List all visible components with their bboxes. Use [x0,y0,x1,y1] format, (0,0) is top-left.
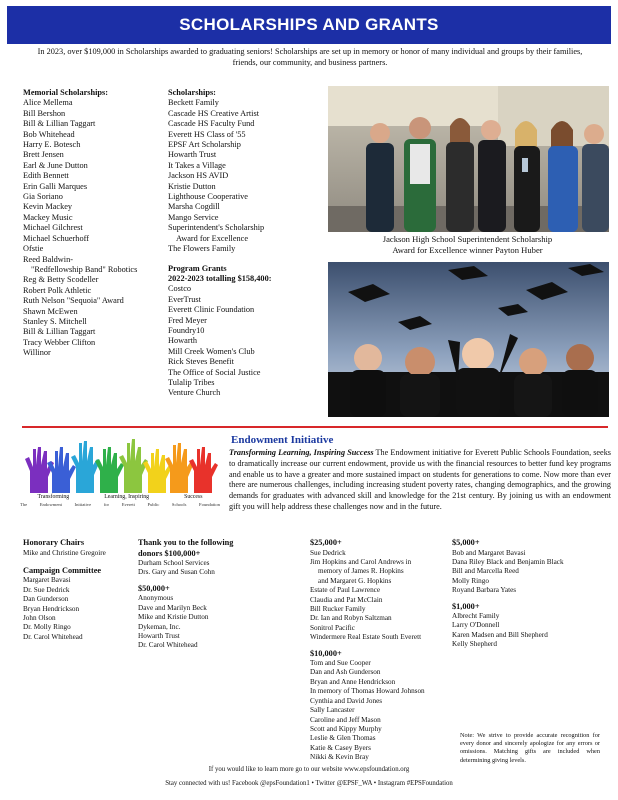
donor-item: Larry O'Donnell [452,621,500,630]
memorial-item: Erin Galli Marques [23,181,88,191]
grant-item: Tulalip Tribes [168,377,215,387]
memorial-item: Mackey Music [23,212,73,222]
donor-item: Windermere Real Estate South Everett [310,633,422,642]
committee-member: Dr. Sue Dedrick [23,585,70,594]
memorial-item: Shawn McEwen [23,306,78,316]
donor-item: Tom and Sue Cooper [310,659,371,668]
memorial-item: Ruth Nelson "Sequoia" Award [23,296,124,306]
memorial-item: Bob Whitehead [23,129,75,139]
donors-50k-heading: $50,000+ [138,583,170,593]
endowment-logo-captions [20,494,220,507]
scholarship-item: Marsha Cogdill [168,202,220,212]
endowment-body: The Endowment initiative for Everett Public Schools Foundation, seeks to dramatically increase our current endowment, provide us with the financial resources to better fund key programs and enable us to have a greater and more sustained impact on students for generations to come. Now more than ever there are numerous challenges, including increasing student poverty rates, changing demographics, and the growing demands for graduates with advanced skill and knowledge for the 21st century. By joining us with an endowment gift you will help address these challenges now and in the future. [229,448,611,511]
scholarship-item: Award for Excellence [176,233,249,243]
hands-logo-icon [20,437,220,495]
scholarships-column [168,88,328,399]
donors-5k-list [452,549,612,596]
memorial-item: Bill Bershon [23,108,66,118]
logo-subline-word: Endowment [39,502,62,507]
footer-website: If you would like to learn more go to our website www.epsfoundation.org [208,766,410,773]
donor-item: Drs. Gary and Susan Cohn [138,568,215,577]
endowment-lead: Transforming Learning, Inspiring Success [229,448,374,457]
scholarship-item: Cascade HS Faculty Fund [168,119,255,129]
donors-25k-list [310,549,455,643]
memorial-item: Gia Soriano [23,192,63,202]
logo-subline-word: Initiative [74,502,92,507]
donor-item: Estate of Paul Lawrence [310,586,381,595]
scholarship-item: It Takes a Village [168,160,226,170]
photo-caption-line2: Award for Excellence winner Payton Huber [392,245,543,255]
donor-item: Cynthia and David Jones [310,696,383,705]
grants-list [168,284,328,398]
donor-item: Nikki & Kevin Bray [310,753,369,762]
endowment-title: Endowment Initiative [231,434,334,446]
donor-item: Durham School Services [138,559,210,567]
logo-subline-word: Schools [171,502,187,507]
endowment-text [229,448,611,513]
donor-item: Dr. Ian and Robyn Saltzman [310,614,392,623]
memorial-scholarships [23,88,153,359]
memorial-item: Michael Gilchrest [23,223,83,233]
donors-50k-list [138,594,303,650]
grants-heading: Program Grants [168,263,227,273]
donors-1k-list [452,612,612,650]
grant-item: Fred Meyer [168,315,207,325]
donors-25k-heading: $25,000+ [310,538,342,547]
donors-100k-heading: Thank you to the following [138,538,234,547]
committee-member: John Olson [23,614,56,623]
donor-item: Sue Dedrick [310,548,346,557]
logo-tagline-word: Learning, Inspiring [104,494,150,500]
donors-10k-list [310,659,455,762]
donor-item: Howarth Trust [138,631,180,640]
donor-item: Anonymous [138,594,174,603]
honorary-names: Mike and Christine Gregoire [23,548,106,557]
donor-item: Claudia and Pat McClain [310,595,383,604]
memorial-list [23,98,153,358]
donor-item: Dan and Ash Gunderson [310,668,381,677]
donor-item: Leslie & Glen Thomas [310,734,376,743]
donors-100k-list [138,559,303,578]
memorial-item: Harry E. Botesch [23,140,81,150]
page-header [7,6,611,44]
scholarships-list [168,98,328,254]
graduates-photo [328,262,609,417]
memorial-item: Ofstie [23,244,44,254]
memorial-item: "Redfellowship Band" Robotics [31,264,138,274]
logo-subline-word: Public [147,502,160,507]
logo-tagline-word: Success [184,494,203,500]
scholarship-item: Lighthouse Cooperative [168,192,248,202]
scholarship-item: Cascade HS Creative Artist [168,108,260,118]
donor-item: Sonitrol Pacific [310,623,355,632]
grant-item: Rick Steves Benefit [168,357,234,367]
committee-member: Margaret Bavasi [23,576,71,585]
grant-item: Everett Clinic Foundation [168,305,255,315]
scholarships-heading: Scholarships: [168,88,216,97]
donor-item: Molly Ringo [452,576,489,585]
grant-item: The Office of Social Justice [168,367,261,377]
scholarship-item: EPSF Art Scholarship [168,140,241,150]
scholarship-item: Jackson HS AVID [168,171,229,181]
scholarship-item: Beckett Family [168,98,219,108]
donor-item: Dana Riley Black and Benjamin Black [452,557,564,566]
donor-item: Dykeman, Inc. [138,622,181,631]
grant-item: Foundry10 [168,325,205,335]
donor-note: Note: We strive to provide accurate recognition for every donor and sincerely apologize for any errors or omissions. Matching gifts are included when determining giving levels. [460,732,600,764]
donor-item: In memory of Thomas Howard Johnson [310,687,425,696]
grant-item: EverTrust [168,294,201,304]
scholarship-item: Superintendent's Scholarship [168,223,265,233]
donor-item: and Margaret G. Hopkins [318,576,392,585]
donor-item: memory of James R. Hopkins [318,567,404,576]
honorary-heading: Honorary Chairs [23,538,85,547]
logo-subline-word: Foundation [199,502,220,507]
photo-caption [330,234,605,256]
donor-item: Jim Hopkins and Carol Andrews in [310,557,412,566]
donors-100k-subheading: donors $100,000+ [138,548,201,558]
donor-item: Dave and Marilyn Beck [138,603,207,612]
donor-item: Bill Rucker Family [310,604,366,613]
scholarship-item: Everett HS Class of '55 [168,129,246,139]
donors-25k-column [310,538,455,763]
donor-item: Karen Madsen and Bill Shepherd [452,630,548,639]
memorial-item: Bill & Lillian Taggart [23,327,96,337]
memorial-item: Reg & Betty Scodeller [23,275,99,285]
donor-item: Katie & Casey Byers [310,743,371,752]
logo-subline [20,502,220,507]
scholarship-item: Mango Service [168,212,219,222]
donors-1k-heading: $1,000+ [452,601,480,611]
grant-item: Howarth [168,336,198,346]
section-divider [22,426,608,428]
memorial-item: Tracy Webber Clifton [23,337,96,347]
donors-10k-heading: $10,000+ [310,648,342,658]
donor-item: Bob and Margaret Bavasi [452,548,526,557]
grant-item: Mill Creek Women's Club [168,346,255,356]
endowment-logo [20,437,220,522]
donor-item: Royand Barbara Yates [452,586,517,595]
graduates-photo-illustration [328,262,609,417]
donor-item: Scott and Kippy Murphy [310,724,382,733]
memorial-item: Edith Bennett [23,171,69,181]
committee-heading: Campaign Committee [23,565,102,575]
donor-item: Albrecht Family [452,612,500,621]
logo-subline-word: for [103,502,110,507]
committee-member: Bryan Hendrickson [23,604,80,613]
donors-5k-heading: $5,000+ [452,538,480,547]
logo-tagline [20,494,220,500]
footer-social: Stay connected with us! Facebook @epsFoundation1 • Twitter @EPSF_WA • Instagram #EPSFoundation [165,780,453,787]
donor-item: Kelly Shepherd [452,640,497,649]
donors-100k-column [138,538,303,651]
committee-member: Dr. Carol Whitehead [23,632,83,641]
grant-item: Costco [168,284,192,294]
scholarship-item: The Flowers Family [168,244,236,254]
committee-list [23,576,133,642]
photo-caption-line1: Jackson High School Superintendent Scholarship [382,234,553,244]
grants-subheading: 2022-2023 totalling $158,400: [168,273,272,283]
honorary-column [23,538,133,642]
grant-item: Venture Church [168,388,221,398]
memorial-item: Earl & June Dutton [23,160,88,170]
committee-member: Dr. Molly Ringo [23,623,71,632]
memorial-item: Stanley S. Mitchell [23,316,87,326]
donors-5k-column [452,538,612,650]
page-title: SCHOLARSHIPS AND GRANTS [179,15,439,34]
award-photo-illustration [328,86,609,232]
logo-tagline-word: Transforming [37,494,70,500]
donor-item: Caroline and Jeff Mason [310,715,381,724]
donor-item: Sally Lancaster [310,706,355,715]
memorial-item: Bill & Lillian Taggart [23,119,96,129]
logo-subline-word: Everett [121,502,135,507]
donor-item: Mike and Kristie Dutton [138,613,209,622]
committee-member: Dan Gunderson [23,595,69,604]
memorial-item: Reed Baldwin- [23,254,74,264]
scholarship-item: Howarth Trust [168,150,217,160]
memorial-item: Kevin Mackey [23,202,73,212]
award-photo [328,86,609,232]
donor-item: Dr. Carol Whitehead [138,641,198,650]
donor-item: Bill and Marcella Reed [452,567,519,576]
donor-item: Bryan and Anne Hendrickson [310,677,396,686]
scholarship-item: Kristie Dutton [168,181,216,191]
memorial-item: Brett Jensen [23,150,64,160]
memorial-heading: Memorial Scholarships: [23,88,109,97]
memorial-item: Michael Schuerhoff [23,233,89,243]
logo-subline-word: The [20,502,28,507]
memorial-item: Alice Mellema [23,98,73,108]
intro-text: In 2023, over $109,000 in Scholarships awarded to graduating seniors! Scholarships are set up in memory or honor of many individual and groups by their families, friends, our community, and business partners. [37,47,583,67]
memorial-item: Willinor [23,348,51,358]
memorial-item: Robert Polk Athletic [23,285,92,295]
